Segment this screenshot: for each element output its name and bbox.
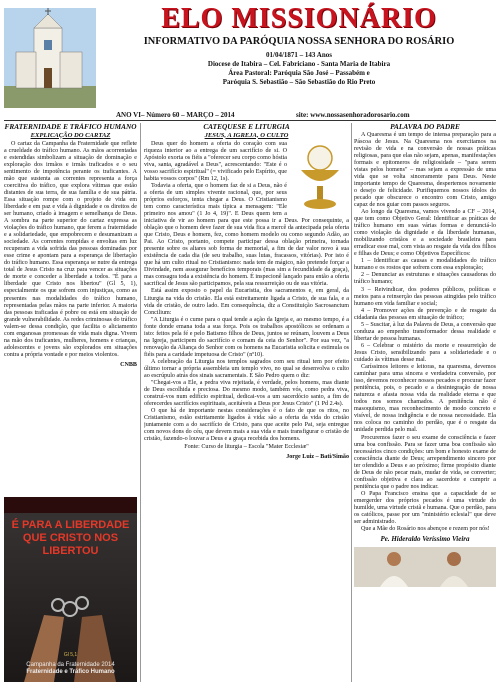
diocese-line: Diocese de Itabira – Cel. Fabriciano - Santa Maria de Itabira — [207, 60, 391, 68]
article-paragraph: 1 – Identificar as causas e modalidades do tráfico humano e os rostos que sofrem com essa exploração; — [354, 258, 496, 272]
area-line: Área Pastoral: Paróquia São José – Passabém e — [228, 69, 370, 77]
article-paragraph: 3 – Reivindicar, dos poderes públicos, políticas e meios para a reinserção das pessoas atingidas pelo tráfico humano em vida familiar e social; — [354, 286, 496, 307]
article-paragraph: "A Liturgia é o cume para o qual tende a ação da Igreja e, ao mesmo tempo, é a fonte donde emana toda a sua força. Pois os trabalhos apostólicos se ordenam a isto: feitos pela fé e pelo Batismo filhos de Deus, juntos se reúnam, louvem a Deus na Igreja, participem do sacrifício e comam da ceia do Senhor". Por sua vez, "a renovação da Aliança do Senhor com os homens na Eucaristia solicita e estimula os fiéis para a caridade impetuosa de Cristo" (nº10). — [144, 316, 349, 358]
article-signature: CNBB — [120, 361, 137, 368]
poster-headline: É PARA A LIBERDADE QUE CRISTO NOS LIBERTOU — [11, 519, 130, 557]
article-heading: FRATERNIDADE E TRÁFICO HUMANO — [4, 123, 137, 131]
article-paragraph: O cartaz da Campanha da Fraternidade que reflete a crueldade do tráfico humano. As mãos acorrentadas e estendidas simbolizam a situação de dominação e exploração dos irmãos e irmãs traficados e o seu sentimento de impotência perante os traficantes. A mão que sustenta as correntes representa a força coercitiva do tráfico, que explora vítimas que estão distantes de sua terra, de sua família e de sua pátria. Essa situação rompe com o projeto de vida em liberdade e em paz e vida à dignidade e os direitos de ser humano, criado à imagem e semelhança de Deus. A sombra na parte superior do cartaz expressa as violações do tráfico humano, que ferem a fraternidade e a solidariedade, que empobrecem e desumanizam a sociedade. As correntes rompidas e envoltas em luz recuperam a vida sofrida das pessoas dominadas por esse crime e apontam para a esperança de libertação do tráfico humano. Essa esperança se nutre da entrega total de Jesus Cristo na cruz para vencer as situações de morte e conceder a liberdade a todos. "É para a liberdade que Cristo nos libertou" (Gl 5, 1), especialmente os que sofrem com injustiças, como as presentes nas modalidades do tráfico humano, representadas pelas mãos na parte inferior. A maioria das pessoas traficadas é pobre ou está em situação de grande vulnerabilidade. As redes criminosas do tráfico valem-se dessa condição, que facilita o aliciamento com enganosas promessas de vida mais digna. Vivem na mão dos traficantes, mulheres, homens e crianças, adolescentes e jovens são explorados em situações contra a própria vontade e por meios violentos. — [4, 140, 137, 358]
article-paragraph: 6 – Celebrar o mistério da morte e ressurreição de Jesus Cristo, sensibilizando para a solidariedade e o cuidado às vítimas desse mal. — [354, 342, 496, 363]
column-divider — [140, 123, 141, 682]
article-paragraph: "Chegai-vos a Ele, a pedra viva rejeitada, é verdade, pelos homens, mas diante de Deus escolhida e preciosa. Do mesmo modo, também vós, como pedra viva, construí-vos num edifício espiritual, dedicai-vos a um sacerdócio santo, a fim de oferecerdes sacrifícios espirituais, aceitáveis a Deus por Jesus Cristo" (1 Pd 2.4s). — [144, 380, 349, 408]
article-paragraph: 2 – Denunciar as estruturas e situações causadoras do tráfico humano; — [354, 272, 496, 286]
poster-campaign: Campanha da Fraternidade 2014 — [26, 662, 115, 668]
article-paragraph: Deus quer do homem a oferta do coração com sua riqueza interior ao a entrega de um sacrifício de si. O Apóstolo exorta os fiéis a "oferecer seu corpo como hóstia viva, santa, agradável a Deus", acrescentando: "Este é o vosso sacrifício espiritual" (= vivificado pelo Espírito, que habita vossos corpos" (Rm 12, 1s). — [144, 141, 349, 183]
article-source: Fonte: Curso de liturgia – Escola "Mater Ecclesiæ" — [184, 443, 309, 450]
article-paragraph: Todavia a oferta, que o homem faz de si a Deus, não é a oferta de um simples vivente racional, que, por seus próprios esforços, tenta chegar a Deus. O Cristianismo tem como característica mais típica a mensagem: "Ele primeiro nos amou" (1 Jo 4, 19)". E Deus quem tem a iniciativa de vir ao homem para que este possa ir a Deus. Por consequinte, a oblação que o homem deve fazer de sua vida fica a mercê da antecipada pela oferta que Cristo, Deus e homem, fez, como homem modelo ou como segundo Adão, ao Pai. Ao Cristo, portanto, compete participar dessa oblação primeira, tornada presente sobre os altares sob forma de memorial, a fim de dar valor novo à sua existência de cada dia (de seu trabalho, suas lutas, fracassos, vitórias). Por isto é que há um culto ritual no Cristianismo: nada tem de mágico, não pretende forçar a Divindade, nem assegurar benefícios temporais (mas sim a fecundidade da graça), mas consagra toda a existência do homem. É inspecionê lançado para então a oferta sacrifical de Jesus são participamos, pela sua ressurreição ou de sua vitória. — [144, 182, 349, 288]
chalice-icon — [291, 142, 349, 212]
poster-reference: Gl 5,1 — [63, 652, 78, 658]
church-photo — [4, 8, 96, 108]
article-paragraph: Caríssimos leitores e leitoras, na quaresma, devemos caminhar para uma sincera e verdadeira conversão, por isso, devemos reconhecer nossos pecados e procurar fazer penitência, pois, o pecado e a desintegração de nossa natureza e afasta nossa vida da realidade eterna e que todos nos somos chamados. A penitência não é masoquismo, mas reconhecimento de modo concreto e visível, de nossa indigência e de nossa necessidade. Ela nos coloca no caminho do perdão, que é o resgate da unidade perdida pelo mal. — [354, 364, 496, 434]
article-signature: Pe. Hideraldo Veríssimo Vieira — [380, 535, 470, 544]
article-heading: PALAVRA DO PADRE — [390, 123, 460, 131]
article-paragraph: 5 – Suscitar, à luz da Palavra de Deus, a conversão que conduza ao empenho transformador dessa realidade e libertar de pessoa humanas. — [354, 321, 496, 342]
article-paragraph: O que há de importante nestas considerações é o fato de que os ritos, no Cristianismo, estão estritamente ligados à vida: são a oferta da vida do cristão juntamente com a do sacrifício de Cristo, para que aceite pelo Pai, seja entregue com novos dons do céu, que devem mais a sua vida e mais transfigurar o cristão de cristão, fazendo-o louvar a Deus e a graça recebida dos homens. — [144, 408, 349, 443]
article-paragraph: A celebração da Liturgia nos templos sagrados com seu ritual tem por efeito último tornar a própria assembleia um templo vivo, no qual se desenvolva o culto ao escrúpulo atrás dos sinais sacramentais. E São Pedro quem o diz: — [144, 358, 349, 380]
article-subheading: EXPLICAÇÃO DO CARTAZ — [30, 131, 111, 139]
article-heading: CATEQUESE E LITURGIA — [203, 123, 290, 131]
founded-line: 01/04/1871 – 143 Anos — [266, 51, 332, 59]
article-paragraph: Está assim exposto o papel da Eucaristia, dos sacramentos e, em geral, da Liturgia na vida do cristão. Ela está estreitamente ligada a Cristo, de sua fala, e a vida de cristão, de outro lado. Em consequência, diz a Constituição Sacrosanctum Concilium: — [144, 288, 349, 316]
article-palavra-padre — [354, 123, 496, 682]
article-paragraph: A Quaresma é um tempo de intensa preparação para a Páscoa de Jesus. Na Quaresma nos exercitamos na revisão de vida e na conversão de nossas práticas religiosas, para que elas não sejam, apenas, manifestações formais e epitomeros de religiosidade – "para serem vistas pelos homens" – mas sejam a expressão de uma vida que se volta sinceramente para Deus. Neste importante tempo de Quaresma, despertemos novamente o desejo de felicidade. Purifiquemos nossos ídolos do pecado que obscurece o encontro com Cristo, amigo capaz de nos guiar com passos seguros. — [354, 131, 496, 208]
article-paragraph: 4 – Promover ações de prevenção e de resgate da cidadania das pessoas em situação de tráfico; — [354, 307, 496, 321]
poster-theme: Fraternidade e Tráfico Humano — [26, 669, 115, 675]
issue-number: ANO VI– Número 60 – MARÇO – 2014 — [116, 111, 235, 119]
website-link[interactable]: site: www.nossasenhoradorosario.com — [296, 111, 410, 119]
newsletter-subtitle: INFORMATIVO DA PARÓQUIA NOSSA SENHORA DO ROSÁRIO — [143, 36, 455, 47]
parish-line: Paróquia S. Sebastião – São Sebastião do Rio Preto — [222, 78, 376, 86]
article-signature: Jorge Luiz – Bati/Simão — [286, 453, 349, 460]
masthead-header — [0, 0, 500, 122]
campaign-poster — [4, 497, 137, 682]
article-paragraph: Procuremos fazer o seu exame de consciência e fazer uma boa confissão. Para se fazer uma boa confissão são necessários cinco condições: um bom e honesto exame de consciência diante de Deus; arrependimento sincero por ter ofendido a Deus e ao próximo; firme propósito diante de Deus de não pecar mais, mudar de vida, se converter; confissão objetiva e clara ao sacerdote e cumprir a penitência que o padre nos indicar. — [354, 434, 496, 490]
article-paragraph: Que a Mãe do Rosário nos abençoe e rezem por nós! — [361, 526, 490, 533]
article-paragraph: Ao longo da Quaresma, vamos vivendo a CF – 2014, que tem como Objetivo Geral: Identificar as práticas de tráfico humano em suas várias formas e denunciá-lo como violação da dignidade e da liberdade humanas, mobilizando cristãos e a sociedade brasileira para erradicar esse mal, com vista ao resgate da vida dos filhos e filhas de Deus; e como Objetivos Específicos: — [354, 209, 496, 258]
issue-bar — [4, 111, 496, 121]
article-subheading: JESUS, A IGREJA, O CULTO — [204, 131, 289, 139]
priest-photo — [354, 547, 496, 587]
article-paragraph: O Papa Francisco ensina que a capacidade de se emergerder dos próprios pecados é uma virtude do humilde, uma virtude cristã e humana. Que o perdão, para os católicos, passe por um "ministério eclesial" que deve ser administrado. — [354, 490, 496, 526]
article-liturgia — [144, 123, 349, 682]
newsletter-title: ELO MISSIONÁRIO — [161, 3, 437, 34]
column-divider — [351, 123, 352, 682]
